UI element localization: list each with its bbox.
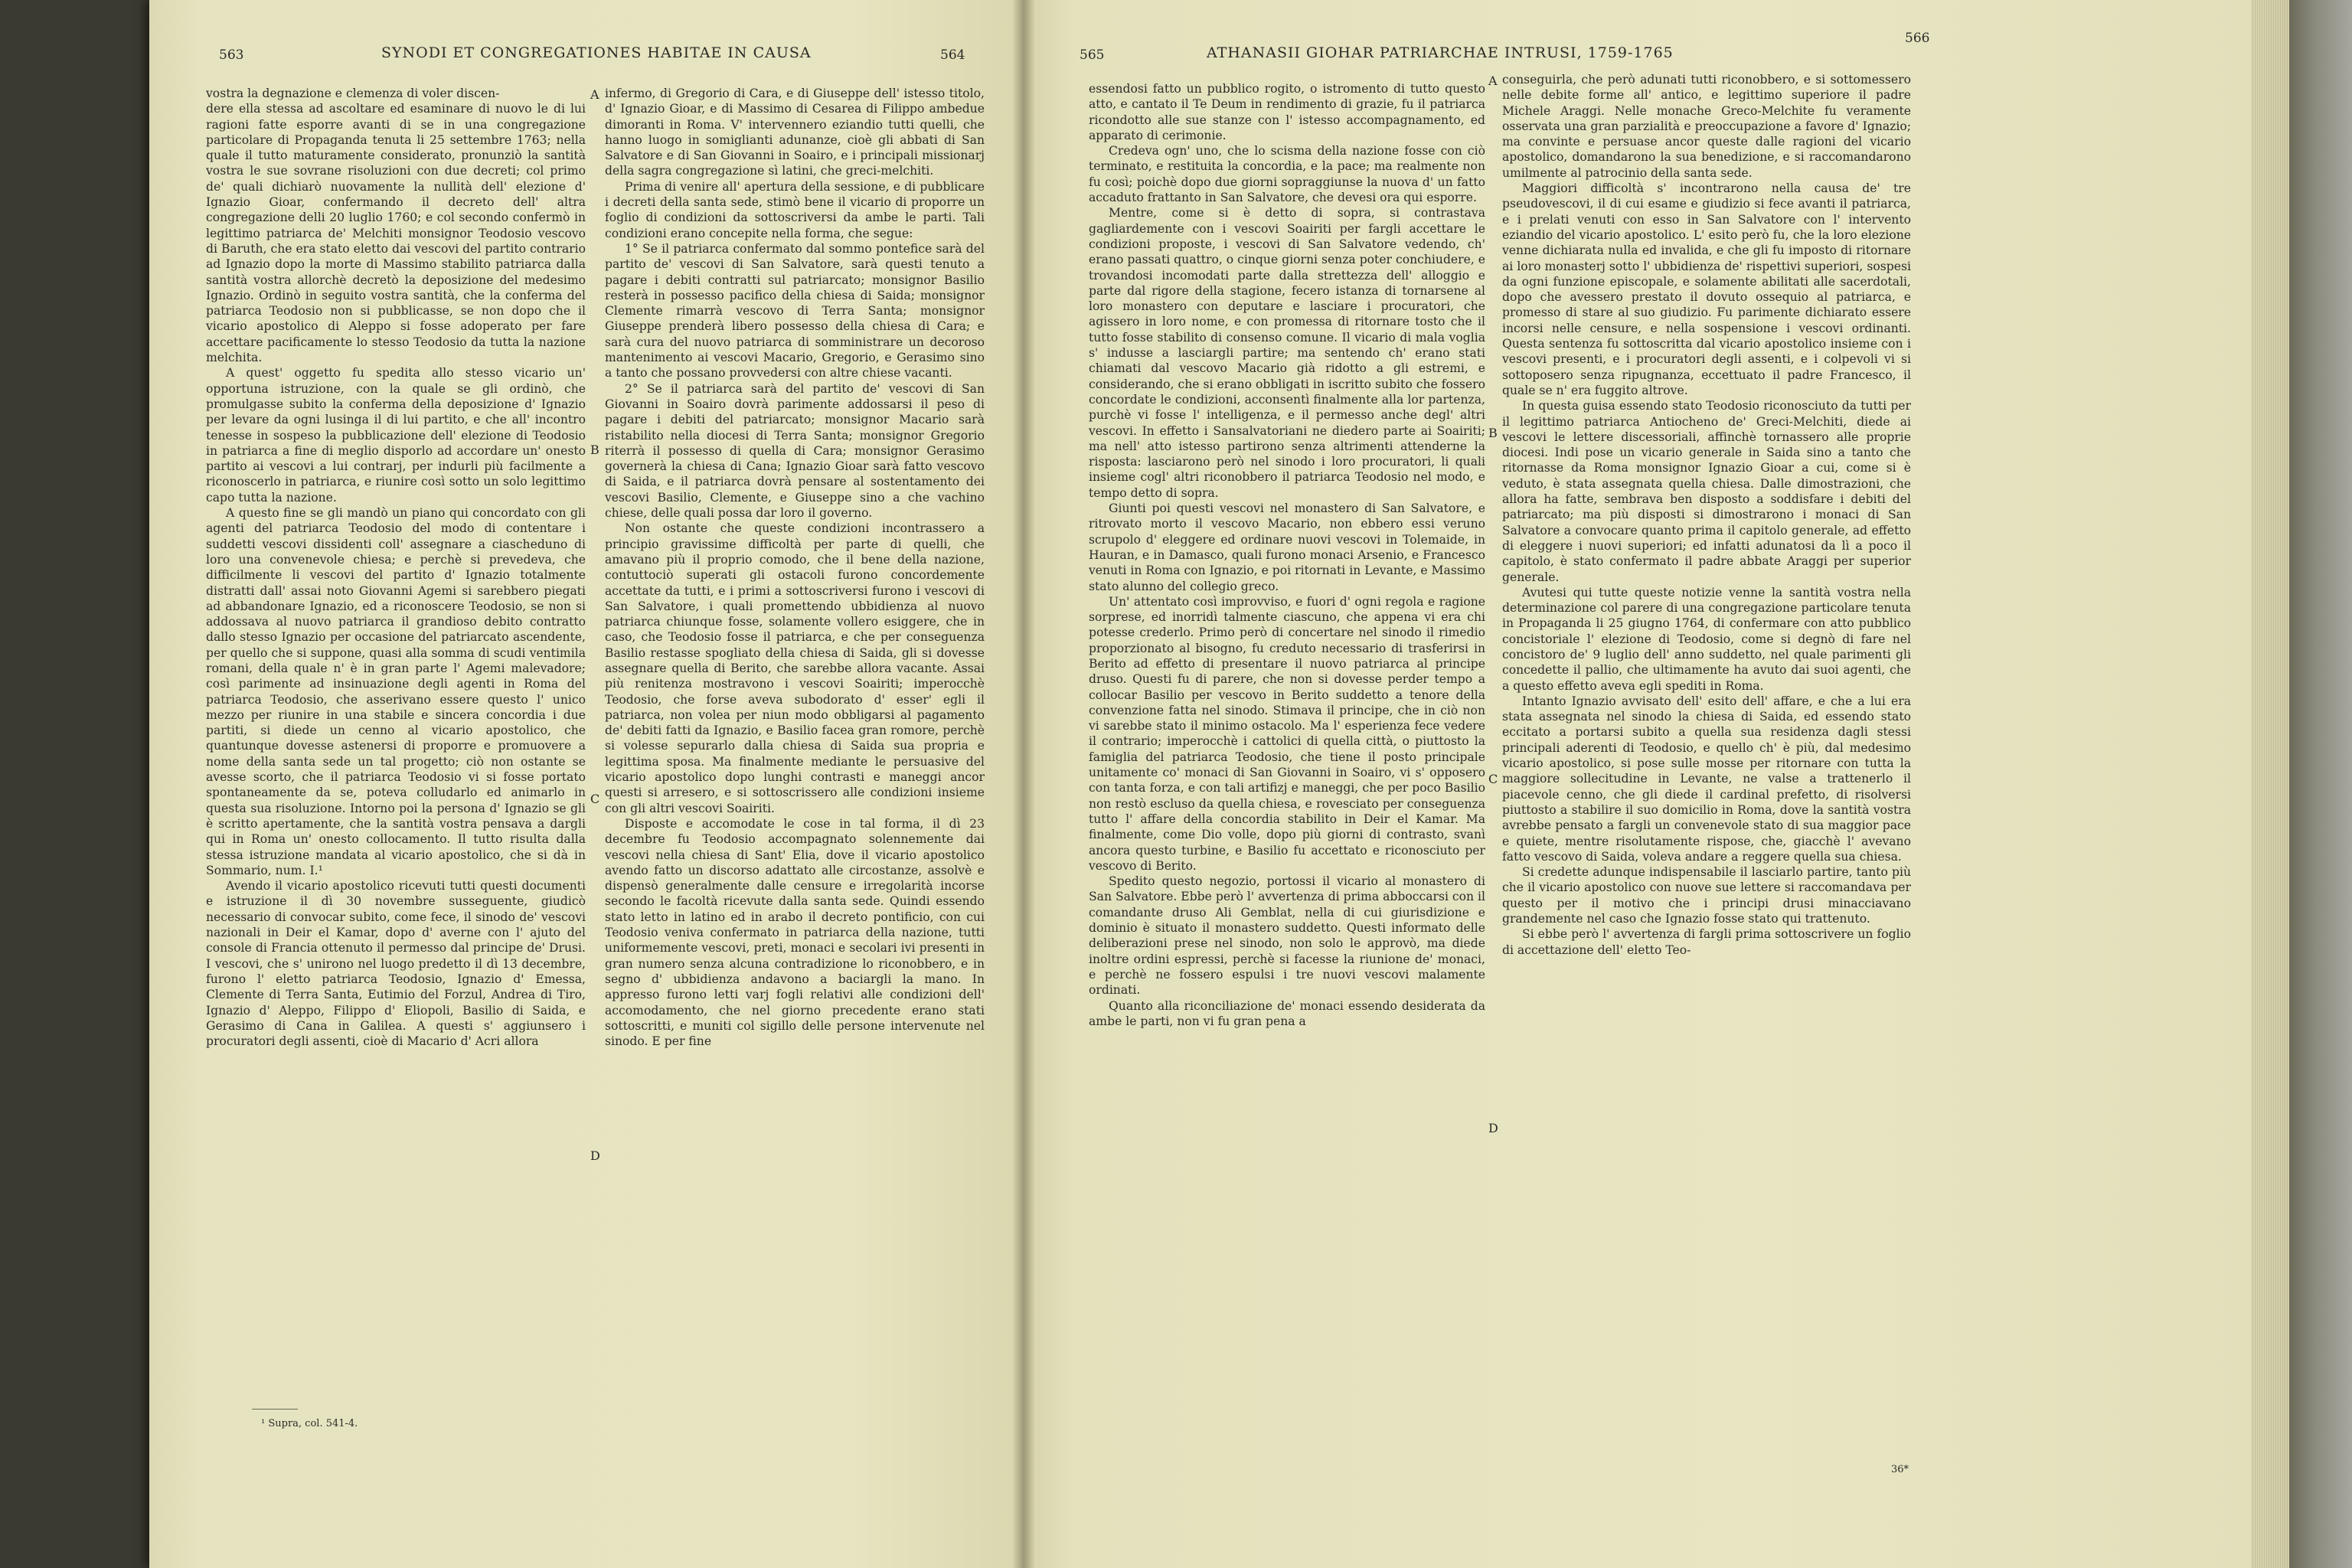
- paragraph: Credeva ogn' uno, che lo scisma della nazione fosse con ciò terminato, e restituita la concordia, e la pace; ma realmente non fu così; poichè dopo due giorni sopraggiunse la nuova d' un fatto accaduto frattanto in San Salvatore, che devesi ora qui esporre.: [1089, 144, 1485, 205]
- paragraph: conseguirla, che però adunati tutti riconobbero, e si sottomessero nelle debite forme all' antico, e legittimo superiore il padre Michele Araggi. Nelle monache Greco-Melchite fu veramente osservata una gran parzialità e preoccupazione a favore d' Ignazio; ma convinte e persuase ancor queste dalle ragioni del vicario apostolico, domandarono la sua benedizione, e si raccomandarono umilmente al patrocinio della santa sede.: [1502, 73, 1911, 180]
- margin-letter: C: [1488, 772, 1498, 786]
- margin-letter: C: [590, 792, 600, 806]
- footnote-rule: [252, 1409, 298, 1410]
- paragraph: Avendo il vicario apostolico ricevuti tutti questi documenti e istruzione il dì 30 novembre susseguente, giudicò necessario di convocar subito, come fece, il sinodo de' vescovi nazionali in Deir el Kamar, dopo d' averne con l' ajuto del console di Francia ottenuto il permesso dal principe de' Drusi. I vescovi, che s' unirono nel luogo predetto il dì 13 decembre, furono l' eletto patriarca Teodosio, Ignazio d' Emessa, Clemente di Terra Santa, Eutimio del Forzul, Andrea di Tiro, Ignazio d' Aleppo, Filippo d' Eliopoli, Basilio di Saida, e Gerasimo di Cana in Galilea. A questi s' aggiunsero i procuratori degli assenti, cioè di Macario d' Acri allora: [206, 879, 586, 1049]
- paragraph: 2° Se il patriarca sarà del partito de' vescovi di San Giovanni in Soairo dovrà parimente addossarsi il peso di pagare i debiti del patriarcato; monsignor Macario sarà ristabilito nella diocesi di Terra Santa; monsignor Gregorio riterrà il possesso di quella di Cara; monsignor Gerasimo governerà la chiesa di Cana; Ignazio Gioar sarà fatto vescovo di Saida, e il patriarca dovrà pensare al sostentamento dei vescovi Basilio, Clemente, e Giuseppe sino a che vachino chiese, delle quali possa dar loro il governo.: [605, 381, 985, 521]
- paragraph: In questa guisa essendo stato Teodosio riconosciuto da tutti per il legittimo patriarca Antiocheno de' Greci-Melchiti, diede ai vescovi le lettere discessoriali, affinchè tornassero alle proprie diocesi. Indi pose un vicario generale in Saida sino a tanto che ritornasse da Roma monsignor Ignazio Gioar a cui, come si è veduto, è stata assegnata quella chiesa. Dalle dimostrazioni, che allora ha fatte, sembrava ben disposto a soddisfare i debiti del patriarcato; ma più disposti si dimostrarono i monaci di San Salvatore a convocare quanto prima il capitolo generale, ad effetto di eleggere i nuovi superiori; ed infatti adunatosi da lì a poco il capitolo, è stato confermato il padre abbate Araggi per superior generale.: [1502, 399, 1911, 584]
- text-column-right-a: [1089, 81, 1485, 1513]
- text-column-left-b: [605, 86, 985, 1472]
- paragraph: Intanto Ignazio avvisato dell' esito dell' affare, e che a lui era stata assegnata nel sinodo la chiesa di Saida, ed essendo stato eccitato a portarsi subito a quella sua residenza dagli stessi principali aderenti di Teodosio, e quello ch' è più, dal medesimo vicario apostolico, si pose sulle mosse per ritornare con tutta la maggiore sollecitudine in Levante, ne valse a trattenerlo il piacevole cenno, che gli diede il cardinal prefetto, di risolversi piuttosto a stabilire il suo domicilio in Roma, dove la santità vostra avrebbe pensato a fargli un convenevole stato di sua maggior pace e quiete, mentre risolutamente rispose, che, giacchè l' avevano fatto vescovo di Saida, voleva andare a reggere quella sua chiesa.: [1502, 694, 1911, 864]
- paragraph: Si ebbe però l' avvertenza di fargli prima sottoscrivere un foglio di accettazione dell' eletto Teo-: [1502, 927, 1911, 957]
- left-page: [149, 0, 1026, 1568]
- paragraph: essendosi fatto un pubblico rogito, o istromento di tutto questo atto, e cantato il Te Deum in rendimento di grazie, fu il patriarca ricondotto alle sue stanze con l' istesso accompagnamento, ed apparato di cerimonie.: [1089, 82, 1485, 142]
- margin-letter: B: [590, 443, 599, 457]
- text-column-right-b: [1502, 72, 1911, 1458]
- page-number: 563: [219, 47, 244, 63]
- paragraph: A questo fine se gli mandò un piano qui concordato con gli agenti del patriarca Teodosio del modo di contentare i suddetti vescovi dissidenti coll' assegnare a ciascheduno di loro una convenevole chiesa; e perchè si prevedeva, che difficilmente li vescovi del partito d' Ignazio totalmente distratti dall' assai noto Giovanni Agemi si sarebbero piegati ad abbandonare Ignazio, ed a riconoscere Teodosio, se non si addossava al nuovo patriarca il grandioso debito contratto dallo stesso Ignazio per occasione del patriarcato ascendente, per quello che si suppone, quasi alla somma di scudi ventimila romani, della quale n' è in gran parte l' Agemi malevadore; così parimente ad insinuazione degli agenti in Roma del patriarca Teodosio, che asserivano essere questo l' unico mezzo per riunire in una stabile e sincera concordia i due partiti, si diede un cenno al vicario apostolico, che quantunque dovesse astenersi di proporre e promuovere a nome della santa sede un tal progetto; ciò non ostante se avesse scorto, che il patriarca Teodosio vi si fosse portato spontaneamente da se, poteva colludarlo ed animarlo in questa sua risoluzione. Intorno poi la persona d' Ignazio se gli è scritto apertamente, che la santità vostra pensava a dargli qui in Roma un' onesto collocamento. Il tutto risulta dalla stessa istruzione mandata al vicario apostolico, che si dà in Sommario, num. I.¹: [206, 506, 586, 877]
- paragraph: Spedito questo negozio, portossi il vicario al monastero di San Salvatore. Ebbe però l' avvertenza di prima abboccarsi con il comandante druso Ali Gemblat, nella di cui giurisdizione e dominio è situato il monastero suddetto. Questi informato delle deliberazioni prese nel sinodo, non solo le approvò, ma diede inoltre ordini espressi, perchè si facesse la riunione de' monaci, e perchè ne fossero espulsi i tre nuovi vescovi malamente ordinati.: [1089, 874, 1485, 998]
- paragraph: 1° Se il patriarca confermato dal sommo pontefice sarà del partito de' vescovi di San Salvatore, sarà questi tenuto a pagare i debiti contratti sul patriarcato; monsignor Basilio resterà in possesso pacifico della chiesa di Saida; monsignor Clemente rimarrà vescovo di Terra Santa; monsignor Giuseppe prenderà libero possesso della chiesa di Cara; e sarà cura del nuovo patriarca di somministrare un decoroso mantenimento ai vescovi Macario, Gregorio, e Gerasimo sino a tanto che possano provvedersi con altre chiese vacanti.: [605, 241, 985, 381]
- page-number: 565: [1080, 47, 1105, 63]
- paragraph: Mentre, come si è detto di sopra, si contrastava gagliardemente con i vescovi Soairiti per fargli accettare le condizioni proposte, i vescovi di San Salvatore vedendo, ch' erano passati quattro, o cinque giorni senza poter conchiudere, e trovandosi incomodati parte dalla strettezza dell' alloggio e parte dal rigore della stagione, fecero istanza di tornarsene al loro monastero con deputare e lasciare i procuratori, che agissero in loro nome, e con promessa di ritornare tosto che il tutto fosse stabilito di consenso comune. Il vicario di mala voglia s' indusse a lasciargli partire; ma sentendo ch' erano stati chiamati dal vescovo Macario già ridotto a gli estremi, e considerando, che si erano obbligati in iscritto subito che fossero concordate le condizioni, acconsentì finalmente alla lor partenza, purchè vi fosse l' intelligenza, e il permesso anche degl' altri vescovi. In effetto i Sansalvatoriani ne diedero parte ai Soairiti; ma nell' atto istesso partirono senza altrimenti attenderne la risposta: lasciarono però nel sinodo i loro procuratori, li quali insieme cogl' altri riconobbero il patriarca Teodosio nel modo, e tempo detto di sopra.: [1089, 206, 1485, 500]
- page-number: 564: [940, 47, 965, 63]
- running-head: ATHANASII GIOHAR PATRIARCHAE INTRUSI, 1759-1765: [1207, 44, 1674, 61]
- paragraph: Quanto alla riconciliazione de' monaci essendo desiderata da ambe le parti, non vi fu gran pena a: [1089, 998, 1485, 1028]
- paragraph: Non ostante che queste condizioni incontrassero a principio gravissime difficoltà per parte di quelli, che amavano più il proprio comodo, che il bene della nazione, contuttociò superati gli ostacoli furono concordemente accettate da tutti, e i primi a sottoscriversi furono i vescovi di San Salvatore, i quali promettendo ubbidienza al nuovo patriarca chiunque fosse, solamente vollero esiggere, che in caso, che Teodosio fosse il patriarca, e che per conseguenza Basilio restasse spogliato della chiesa di Saida, gli si dovesse assegnare quella di Berito, che sarebbe allora vacante. Assai più renitenza mostravono i vescovi Soairiti; imperocchè Teodosio, che forse aveva subodorato d' esser' egli il patriarca, non volea per niun modo obbligarsi al pagamento de' debiti fatti da Ignazio, e Basilio facea gran romore, perchè si volesse sepurarlo dalla chiesa di Saida sua propria e legittima sposa. Ma finalmente mediante le persuasive del vicario apostolico dopo lunghi contrasti e maneggi ancor questi si arresero, e si sottoscrissero alle condizioni insieme con gli altri vescovi Soairiti.: [605, 521, 985, 815]
- paragraph: Prima di venire all' apertura della sessione, e di pubblicare i decreti della santa sede, stimò bene il vicario di proporre un foglio di condizioni da sottoscriversi da ambe le parti. Tali condizioni erano concepite nella forma, che segue:: [605, 179, 985, 240]
- paragraph: Si credette adunque indispensabile il lasciarlo partire, tanto più che il vicario apostolico con nuove sue lettere si raccomandava per questo per il motivo che i principi drusi minacciavano grandemente nel caso che Ignazio fosse stato qui trattenuto.: [1502, 865, 1911, 926]
- paragraph: Disposte e accomodate le cose in tal forma, il dì 23 decembre fu Teodosio accompagnato solennemente dai vescovi nella chiesa di Sant' Elia, dove il vicario apostolico avendo fatto un discorso adattato alle circostanze, assolvè e dispensò generalmente dalle censure e irregolarità incorse secondo le facoltà ricevute dalla santa sede. Quindi essendo stato letto in latino ed in arabo il decreto pontificio, con cui Teodosio veniva confermato in patriarca della nazione, tutti uniformemente vescovi, preti, monaci e secolari ivi presenti in gran numero senza alcuna contradizione lo riconobbero, e in segno d' ubbidienza andavono a baciargli la mano. In appresso furono letti varj fogli relativi alle condizioni dell' accomodamento, che nel giorno precedente erano stati sottoscritti, e muniti col sigillo delle persone intervenute nel sinodo. E per fine: [605, 816, 985, 1049]
- paragraph: Un' attentato così improvviso, e fuori d' ogni regola e ragione sorprese, ed inorridì talmente ciascuno, che appena vi era chi potesse crederlo. Primo però di concertare nel sinodo il rimedio proporzionato al bisogno, fu creduto necessario di trasferirsi in Berito ad effetto di presentare il nuovo patriarca al principe druso. Questi fu di parere, che non si dovesse perder tempo a collocar Basilio per vescovo in Berito suddetto a tenore della convenzione fatta nel sinodo. Stimava il principe, che in ciò non vi sarebbe stato il minimo ostacolo. Ma l' esperienza fece vedere il contrario; imperocchè i cattolici di quella città, o piuttosto la famiglia del patriarca Teodosio, che tiene il posto principale unitamente co' monaci di San Giovanni in Soairo, vi s' opposero con tanta forza, e con tali artifizj e maneggi, che per poco Basilio non restò escluso da quella chiesa, e rovesciato per conseguenza tutto l' affare della concordia stabilito in Deir el Kamar. Ma finalmente, come Dio volle, dopo più giorni di contrasto, svanì ancora questo turbine, e Basilio fu accettato e riconosciuto per vescovo di Berito.: [1089, 594, 1485, 873]
- paragraph: infermo, di Gregorio di Cara, e di Giuseppe dell' istesso titolo, d' Ignazio Gioar, e di Massimo di Cesarea di Filippo ambedue dimoranti in Roma. V' intervennero eziandio tutti quelli, che hanno luogo in somiglianti adunanze, cioè gli abbati di San Salvatore e di San Giovanni in Soairo, e i principali missionarj della sagra congregazione sì latini, che greci-melchiti.: [605, 87, 985, 178]
- page-number: 566: [1905, 31, 1930, 46]
- paragraph: Giunti poi questi vescovi nel monastero di San Salvatore, e ritrovato morto il vescovo Macario, non ebbero essi veruno scrupolo d' eleggere ed ordinare nuovi vescovi in Tolemaide, in Hauran, e in Damasco, quali furono monaci Arsenio, e Francesco venuti in Roma con Ignazio, e poi ritornati in Levante, e Massimo stato alunno del collegio greco.: [1089, 501, 1485, 593]
- signature-mark: 36*: [1891, 1464, 1909, 1475]
- footnote: ¹ Supra, col. 541-4.: [261, 1418, 358, 1429]
- paragraph: Avutesi qui tutte queste notizie venne la santità vostra nella determinazione col parere di una congregazione particolare tenuta in Propaganda li 25 giugno 1764, di confermare con atto pubblico concistoriale l' elezione di Teodosio, come si degnò di fare nel concistoro de' 9 luglio dell' anno suddetto, nel quale parimenti gli concedette il pallio, che ultimamente ha avuto dai suoi agenti, che a questo effetto aveva egli spediti in Roma.: [1502, 585, 1911, 693]
- margin-letter: D: [1488, 1121, 1498, 1135]
- margin-letter: A: [1488, 74, 1498, 88]
- margin-letter: D: [590, 1148, 600, 1163]
- right-page: [1026, 0, 2251, 1568]
- margin-letter: A: [590, 87, 599, 102]
- paragraph: Maggiori difficoltà s' incontrarono nella causa de' tre pseudovescovi, il di cui esame e giudizio si fece avanti il patriarca, e i prelati venuti con esso in San Salvatore con l' intervento eziandio del vicario apostolico. L' esito però fu, che la loro elezione venne dichiarata nulla ed invalida, e che gli fu imposto di ritornare ai loro monasterj sotto l' ubbidienza de' rispettivi superiori, sospesi da ogni funzione episcopale, e solamente abilitati alle sacerdotali, dopo che avessero prestato il dovuto ossequio al patriarca, e promesso di stare al suo giudizio. Fu parimente dichiarato essere incorsi nelle censure, e nella sospensione i vescovi ordinanti. Questa sentenza fu sottoscritta dal vicario apostolico insieme con i vescovi presenti, e i procuratori degli assenti, e i colpevoli vi si sottoposero senza ripugnanza, eccettuato il padre Francesco, il quale se n' era fuggito altrove.: [1502, 181, 1911, 397]
- running-head: SYNODI ET CONGREGATIONES HABITAE IN CAUSA: [381, 44, 812, 61]
- text-column-left-a: [206, 86, 586, 1403]
- paragraph: dere ella stessa ad ascoltare ed esaminare di nuovo le di lui ragioni fatte esporre avanti di se in una congregazione particolare di Propaganda tenuta li 25 settembre 1763; nella quale il tutto maturamente considerato, pronunziò la santità vostra le sue sovrane risoluzioni con due decreti; col primo de' quali dichiarò nuovamente la nullità dell' elezione d' Ignazio Gioar, confermando il decreto dell' altra congregazione delli 20 luglio 1760; e col secondo confermò in legittimo patriarca de' Melchiti monsignor Teodosio vescovo di Baruth, che era stato eletto dai vescovi del partito contrario ad Ignazio dopo la morte di Massimo stabilito patriarca dalla santità vostra allorchè decretò la deposizione del medesimo Ignazio. Ordinò in seguito vostra santità, che la conferma del patriarca Teodosio non si pubblicasse, se non dopo che il vicario apostolico di Aleppo si fosse adoperato per fare accettare pacificamente lo stesso Teodosio da tutta la nazione melchita.: [206, 102, 586, 365]
- margin-letter: B: [1488, 426, 1498, 440]
- book-cover-edge: [2289, 0, 2352, 1568]
- paragraph: A quest' oggetto fu spedita allo stesso vicario un' opportuna istruzione, con la quale se gli ordinò, che promulgasse subito la conferma della deposizione d' Ignazio per levare da ogni lusinga il di lui partito, e che all' incontro tenesse in sospeso la pubblicazione dell' elezione di Teodosio in patriarca a fine di meglio disporlo ad accordare un' onesto partito ai vescovi a lui contrarj, per indurli più facilmente a riconoscerlo in patriarca, e riunire così sotto un solo legittimo capo tutta la nazione.: [206, 366, 586, 505]
- paragraph: vostra la degnazione e clemenza di voler discen-: [206, 87, 500, 100]
